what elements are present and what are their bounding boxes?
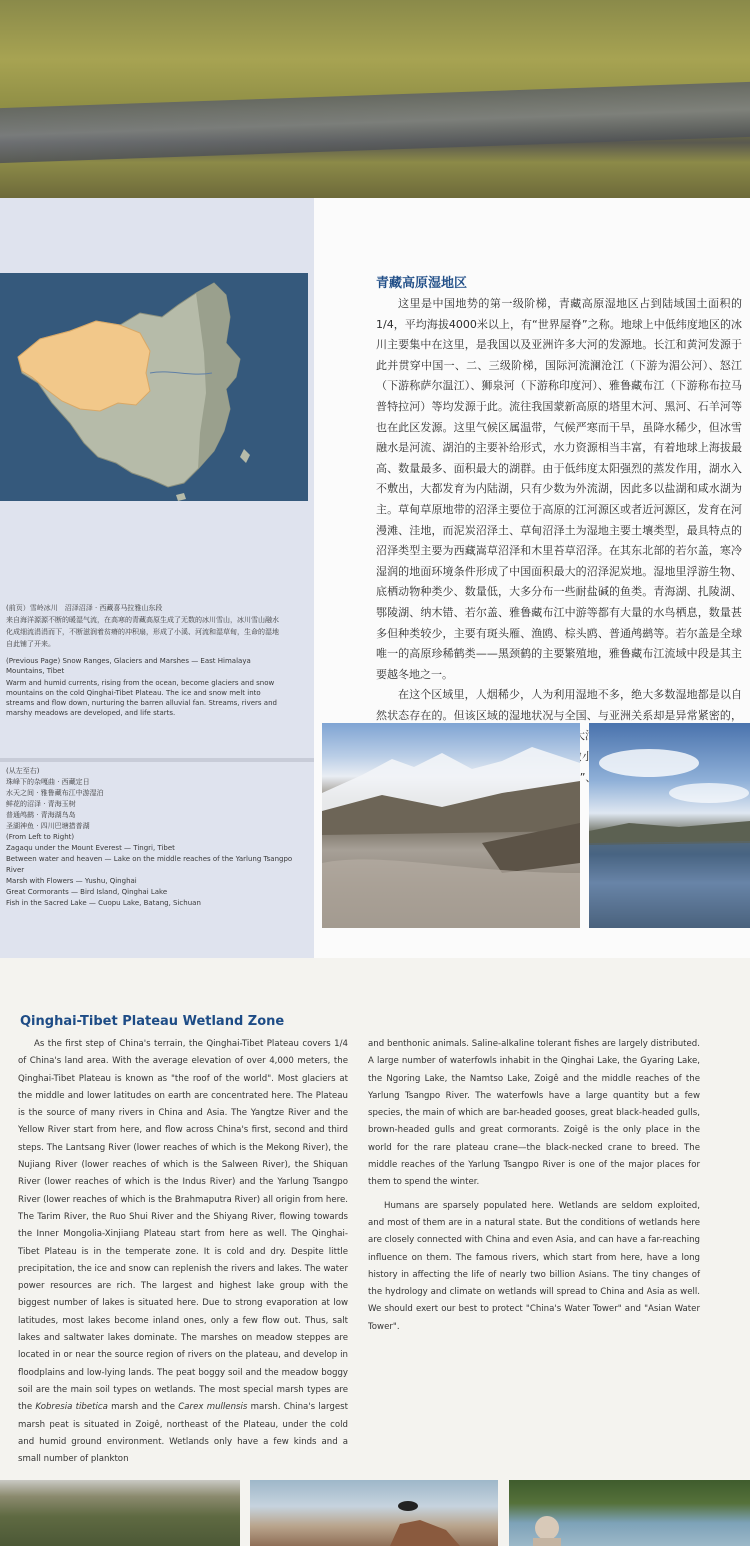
caption-list-en-1: Zagaqu under the Mount Everest — Tingri, Tibet — [6, 844, 175, 852]
caption-list-zh-1: 珠峰下的杂嘎曲 · 西藏定日 — [6, 778, 90, 786]
en-left-italic-kobresia: Kobresia tibetica — [35, 1402, 108, 1413]
caption-list-zh-0: (从左至右) — [6, 767, 40, 775]
everest-photo-art — [322, 723, 580, 928]
zh-section-body — [376, 294, 742, 788]
en-right-column — [368, 1036, 700, 1336]
lake-photo-art — [589, 723, 750, 928]
en-right-paragraph-2: Humans are sparsely populated here. Wetlands are seldom exploited, and most of them are in a natural state. But the conditions of wetlands here are closely connected with China and even Asia, and can have a far-reaching influence on them. The famous rivers, which start from here, have a long history in affecting the life of nearly two billion Asians. The tiny changes of the hydrology and climate on wetlands will spread to China and Asia as well. We should exert our best to protect "China's Water Tower" and "Asian Water Tower". — [368, 1200, 700, 1332]
caption-list-en-5: Fish in the Sacred Lake — Cuopu Lake, Batang, Sichuan — [6, 899, 201, 907]
en-section-title: Qinghai-Tibet Plateau Wetland Zone — [20, 1014, 285, 1029]
lake-reflection-photo — [589, 723, 750, 928]
en-left-italic-carex: Carex mullensis — [178, 1402, 248, 1413]
caption-list-zh-5: 圣湖神鱼 · 四川巴塘措普湖 — [6, 822, 90, 830]
hainan-island — [176, 493, 186, 501]
photo-caption-list — [6, 766, 306, 909]
zh-section-title: 青藏高原湿地区 — [376, 276, 468, 291]
caption-list-en-0: (From Left to Right) — [6, 833, 75, 841]
caption-list-zh-4: 普通鸬鹚 · 青海湖鸟岛 — [6, 811, 76, 819]
caption-en-title: (Previous Page) Snow Ranges, Glaciers and Marshes — East Himalaya Mountains, Tibet — [6, 657, 251, 675]
bottom-photo-marsh — [0, 1480, 240, 1546]
fisher-photo-art — [509, 1480, 750, 1546]
caption-en-body: Warm and humid currents, rising from the ocean, become glaciers and snow mountains on the cold Qinghai-Tibet Plateau. The ice and snow melt into streams and flow down, nurturing the barren alluvial fan. Streams, rivers and marshy meadows are developed, and life starts. — [6, 679, 277, 717]
en-left-column — [18, 1036, 348, 1468]
zh-paragraph-2: 在这个区域里，人烟稀少，人为利用湿地不多，绝大多数湿地都是以自然状态存在的。但该区域的湿地状况与全国、与亚洲关系却是异常紧密的， 微小变 ” — [376, 688, 742, 784]
caption-list-en-3: Marsh with Flowers — Yushu, Qinghai — [6, 877, 137, 885]
caption-list-zh-3: 鲜花的沼泽 · 青海玉树 — [6, 800, 76, 808]
bottom-photo-cormorant — [250, 1480, 498, 1546]
china-map-graphic — [0, 273, 308, 501]
river-in-photo — [0, 82, 750, 163]
caption-divider — [0, 758, 314, 762]
zh-paragraph-1: 这里是中国地势的第一级阶梯，青藏高原湿地区占到陆域国土面积的1/4，平均海拔4000米以上，有“世界屋脊”之称。地球上中低纬度地区的冰川主要集中在这里，是我国以及亚洲许多大河的发源地。长江和黄河发源于此并贯穿中国一、二、三级阶梯，国际河流澜沧江（下游为湄公河）、怒江（下游称萨尔温江）、狮泉河（下游称印度河）、雅鲁藏布江（下游称布拉马普特拉河）等均发源于此。流往我国蒙新高原的塔里木河、黑河、石羊河等也在此区发源。这里气候区属温带，气候严寒而干旱，虽降水稀少，但冰雪融水是河流、湖泊的主要补给形式，水力资源相当丰富，有着地球上海拔最高、数量最多、面积最大的湖群。由于低纬度太阳强烈的蒸发作用，湖水入不敷出，大都发育为内陆湖，只有少数为外流湖，因此多以盐湖和咸水湖为主。草甸草原地带的沼泽主要位于高原的江河源区或者近河源区，发育在河漫滩、洼地，而泥炭沼泽土、草甸沼泽土为湿地主要土壤类型，最具特点的沼泽类型主要为西藏嵩草沼泽和木里苔草沼泽。在其东北部的若尔盖，寒冷湿润的地面环境条件形成了中国面积最大的沼泽泥炭地。湿地里浮游生物、底栖动物种类少、数量低，大多分布一些耐盐碱的鱼类。青海湖、扎陵湖、鄂陵湖、纳木错、若尔盖、雅鲁藏布江中游等都有大量的水鸟栖息，数量甚多但种类较少，主要有斑头雁、渔鸥、棕头鸥、普通鸬鹚等。若尔盖是全球唯一的高原珍稀鹤类——黑颈鹤的主要繁殖地，雅鲁藏布江流域中段是其主要越冬地之一。 — [376, 297, 742, 681]
en-left-tail: marsh. China's largest marsh peat is situated in Zoigê, northeast of the Plateau, under the cold and humid ground environment. Wetlands only have a few kinds and a small number of plankton — [18, 1402, 348, 1465]
plateau-region-highlight — [18, 321, 150, 411]
caption-zh-body: 来自海洋源源不断的暖湿气流，在高寒的青藏高原生成了无数的冰川雪山，冰川雪山融水化成细流涓涓而下，不断滋润着贫瘠的冲积扇，形成了小溪、河流和湿草甸，生命的湿地自此铺了开来。 — [6, 616, 279, 648]
everest-river-photo — [322, 723, 580, 928]
caption-list-en-2: Between water and heaven — Lake on the middle reaches of the Yarlung Tsangpo River — [6, 855, 293, 874]
previous-page-caption — [6, 602, 284, 718]
cormorant-photo-art — [250, 1480, 498, 1546]
caption-list-en-4: Great Cormorants — Bird Island, Qinghai Lake — [6, 888, 168, 896]
caption-list-zh-2: 水天之间 · 雅鲁藏布江中游湿泊 — [6, 789, 104, 797]
en-left-paragraph — [18, 1036, 348, 1468]
taiwan-island — [240, 449, 250, 463]
bottom-photo-fisher — [509, 1480, 750, 1546]
china-map — [0, 273, 308, 501]
en-right-paragraph-1: and benthonic animals. Saline-alkaline tolerant fishes are largely distributed. A large number of waterfowls inhabit in the Qinghai Lake, the Gyaring Lake, the Ngoring Lake, the Namtso Lake, Zoigê and the middle reaches of the Yarlung Tsangpo River. The waterfowls have a large quantity but a few species, the main of which are bar-headed gooses, great black-headed gulls, brown-headed gulls and great cormorants. Zoigê is the only place in the world for the rare plateau crane—the black-necked crane to breed. The middle reaches of the Yarlung Tsangpo River is one of the major places for them to spend the winter. — [368, 1039, 700, 1188]
caption-zh-title: (前页）雪岭冰川 沼泽沼泽 · 西藏喜马拉雅山东段 — [6, 604, 163, 612]
en-left-mid: marsh and the — [107, 1402, 179, 1413]
top-landscape-photo — [0, 0, 750, 198]
en-left-text: As the first step of China's terrain, the Qinghai-Tibet Plateau covers 1/4 of China's land area. With the average elevation of over 4,000 meters, the Qinghai-Tibet Plateau is known as "the roof of the world". Most glaciers at the middle and lower latitudes on earth are concentrated here. The Plateau is the source of many rivers in China and Asia. The Yangtze River and the Yellow River start from here, and flow across China's first, second and third steps. The Lantsang River (lower reaches of which is the Mekong River), the Nujiang River (lower reaches of which is the Salween River), the Shiquan River (lower reaches of which is the Indus River) and the Yarlung Tsangpo River (lower reaches of which is the Brahmaputra River) all origin from here. The Tarim River, the Ruo Shui River and the Shiyang River, flowing towards the Inner Mongolia-Xinjiang Plateau start from here as well. The Qinghai-Tibet Plateau is in the temperate zone. It is cold and dry. Despite little precipitation, the ice and snow can replenish the rivers and lakes. The water power resources are rich. The largest and highest lake group with the biggest number of lakes is situated here. Due to strong evaporation at low latitudes, most lakes become inland ones, only a few flow out. Thus, salt lakes and saltwater lakes dominate. The marshes on meadow steppes are located in or near the source region of rivers on the plateau, and develop in floodplains and low-lying lands. The peat boggy soil and the meadow boggy soil are the main soil types on wetlands. The most special marsh types are the — [18, 1039, 348, 1413]
